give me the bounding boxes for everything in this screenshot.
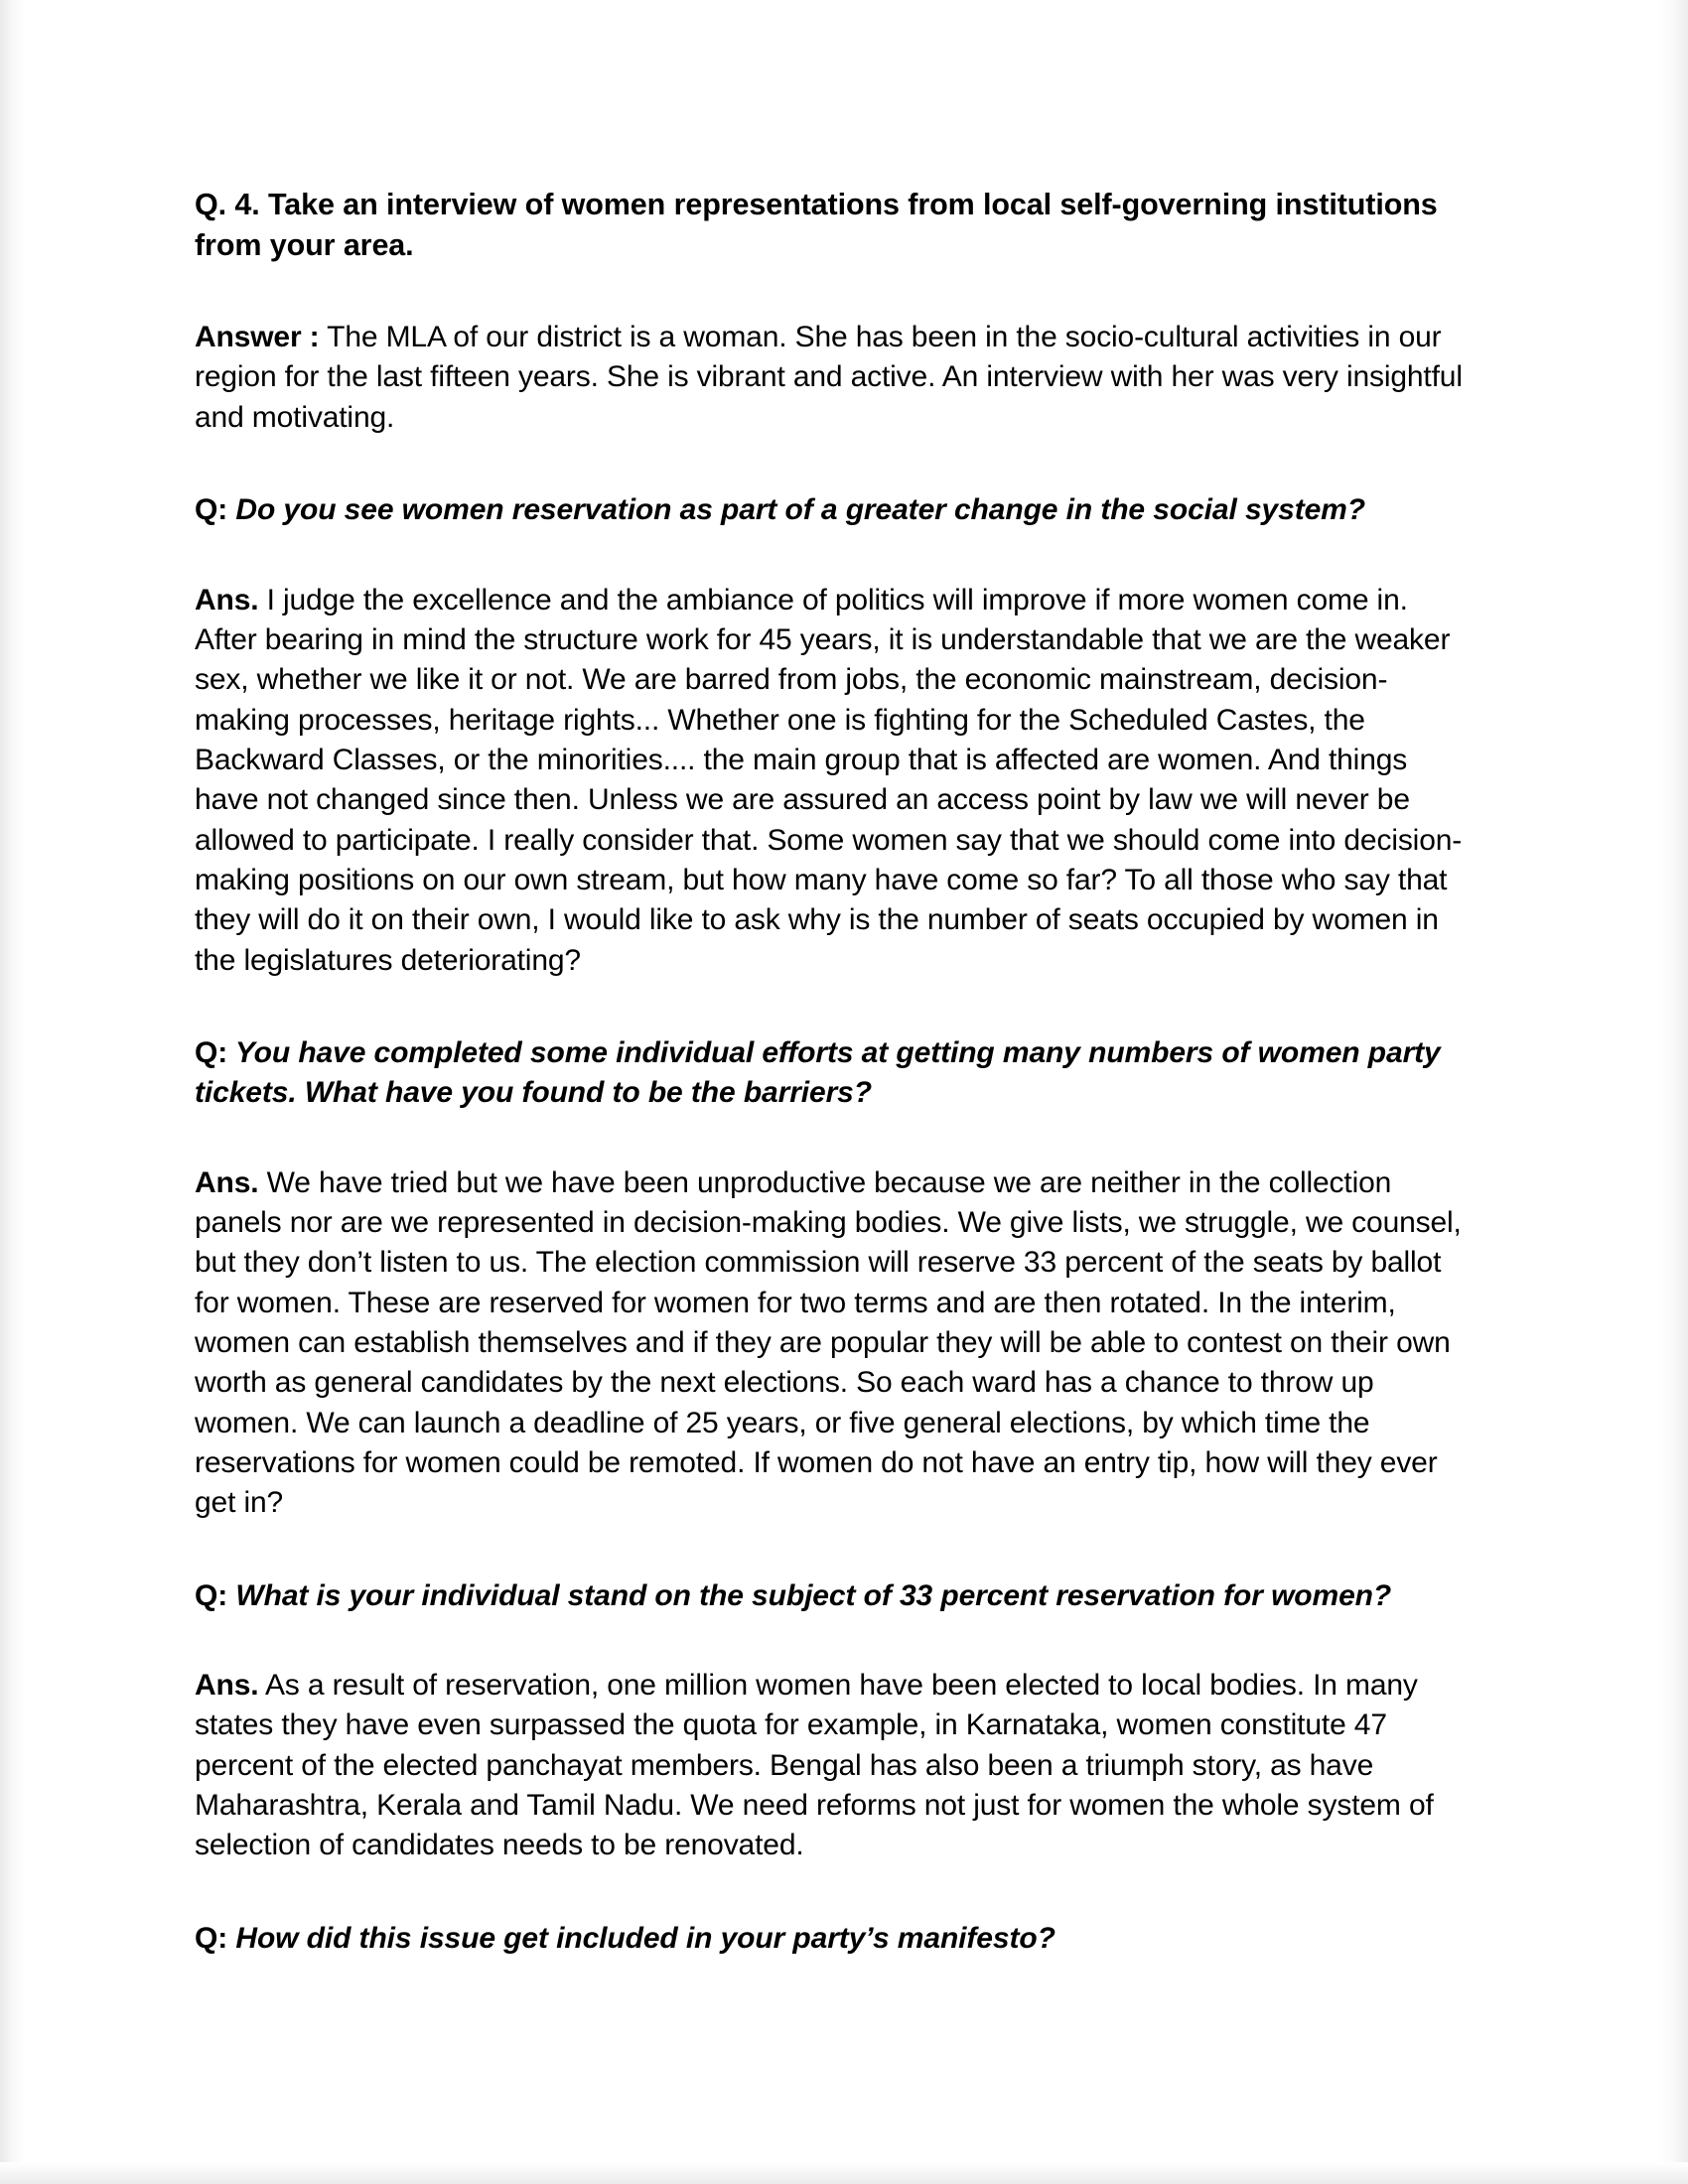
spacer [195,1866,1476,1919]
question-text: Do you see women reservation as part of a greater change in the social system? [227,493,1365,527]
answer-text: I judge the excellence and the ambiance of politics will improve if more women come in. After bearing in mind the structure work for 45 years, it is understandable that we are the weaker sex, whether we like it or not. We are barred from jobs, the economic mainstream, decision-making processes, heritage rights... Whether one is fighting for the Scheduled Castes, the Backward Classes, or the minorities.... the main group that is affected are women. And things have not changed since then. Unless we are assured an access point by law we will never be allowed to participate. I really consider that. Some women say that we should come into decision-making positions on our own stream, but how many have come so far? To all those who say that they will do it on their own, I would like to ask why is the number of seats occupied by women in the legislatures deteriorating? [195,583,1463,977]
question-heading-1 [195,490,1476,530]
answer-text: The MLA of our district is a woman. She has been in the socio-cultural activities in our region for the last fifteen years. She is vibrant and active. An interview with her was very insightful and motivating. [195,321,1463,434]
question-heading-2 [195,1033,1476,1114]
spacer [195,265,1476,318]
answer-label: Answer : [195,321,320,354]
answer-label: Ans. [195,1165,259,1199]
answer-paragraph [195,318,1476,438]
answer-label: Ans. [195,583,259,616]
answer-text: As a result of reservation, one million women have been elected to local bodies. In many states they have even surpassed the quota for example, in Karnataka, women constitute 47 percent of the elected panchayat members. Bengal has also been a triumph story, as have Maharashtra, Kerala and Tamil Nadu. We need reforms not just for women the whole system of selection of candidates needs to be renovated. [195,1669,1434,1862]
answer-paragraph-2 [195,1163,1476,1524]
spacer [195,1524,1476,1576]
question-label: Q: [195,1578,228,1612]
spacer [195,438,1476,490]
scan-edge-left [0,0,26,2184]
spacer [195,531,1476,581]
spacer [195,1616,1476,1666]
question-label: Q: [195,1921,228,1955]
answer-paragraph-1 [195,581,1476,981]
page-title: Q. 4. Take an interview of women representations from local self-governing institutions from your area. [195,188,1438,262]
answer-label: Ans. [195,1669,259,1703]
question-text: How did this issue get included in your party’s manifesto? [227,1921,1055,1955]
question-heading-3 [195,1576,1476,1616]
question-heading-4 [195,1919,1476,1959]
spacer [195,1114,1476,1163]
scan-edge-right [1658,0,1688,2184]
spacer [195,981,1476,1033]
document-content [195,185,1476,1959]
question-label: Q: [195,493,228,527]
answer-paragraph-3 [195,1666,1476,1866]
question-label: Q: [195,1035,228,1069]
question-text: What is your individual stand on the subject of 33 percent reservation for women? [227,1578,1392,1612]
answer-text: We have tried but we have been unproductive because we are neither in the collection panels nor are we represented in decision-making bodies. We give lists, we struggle, we counsel, but they don’t listen to us. The election commission will reserve 33 percent of the seats by ballot for women. These are reserved for women for two terms and are then rotated. In the interim, women can establish themselves and if they are popular they will be able to contest on their own worth as general candidates by the next elections. So each ward has a chance to throw up women. We can launch a deadline of 25 years, or five general elections, by which time the reservations for women could be remoted. If women do not have an entry tip, how will they ever get in? [195,1165,1462,1520]
scan-edge-bottom [0,2162,1688,2184]
question-text: You have completed some individual efforts at getting many numbers of women party tickets. What have you found to be the barriers? [195,1035,1441,1110]
